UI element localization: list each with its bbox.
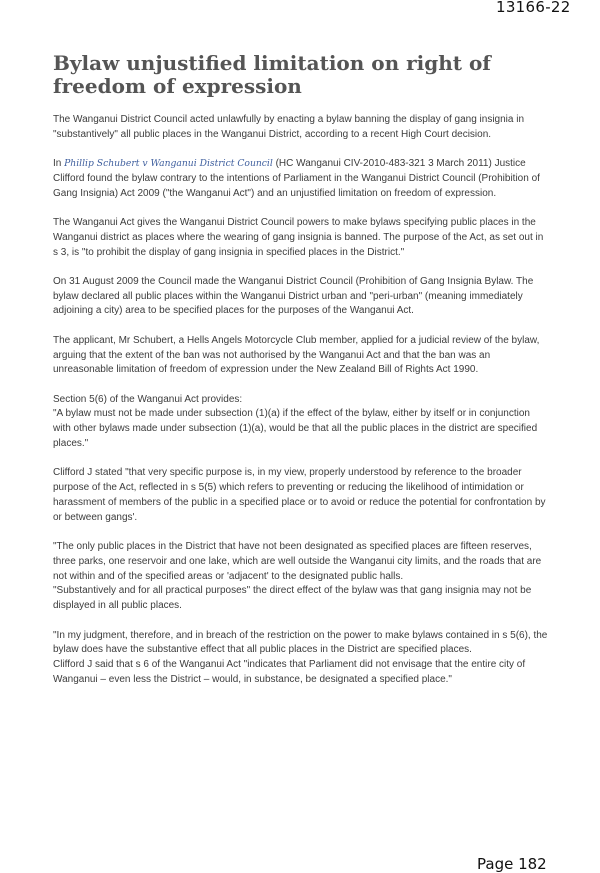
paragraph-parliament-intent: Clifford J said that s 6 of the Wanganui Act "indicates that Parliament did not envisage that the entire city of Wanganui – even less the District – would, in substance, be designated a specified place."	[53, 659, 526, 685]
paragraph-clifford-statement: Clifford J stated "that very specific purpose is, in my view, properly understood by reference to the broader purpose of the Act, reflected in s 5(5) which refers to preventing or reducing the likelihood of intimidation or harassment of members of the public in a specified place or to avoid or reduce the potential for confrontation by or between gangs'.	[53, 467, 546, 523]
article-body	[53, 113, 548, 702]
paragraph-case-rest: (HC Wanganui CIV-2010-483-321 3 March 2011) Justice Clifford found the bylaw contrary to the intentions of Parliament in the Wanganui District Council (Prohibition of Gang Insignia) Act 2009 ("the Wanganui Act") and an unjustified limitation on freedom of expression.	[53, 158, 540, 199]
page-number: Page 182	[477, 855, 547, 873]
case-citation: Phillip Schubert v Wanganui District Council	[64, 158, 273, 170]
paragraph-case	[53, 157, 548, 201]
paragraph-judgment: "In my judgment, therefore, and in breach of the restriction on the power to make bylaws contained in s 5(6), the bylaw does have the substantive effect that all public places in the District are specified places.	[53, 629, 548, 656]
paragraph-intro: The Wanganui District Council acted unlawfully by enacting a bylaw banning the display of gang insignia in "substantively" all public places in the Wanganui District, according to a recent High Court decision.	[53, 114, 525, 140]
paragraph-practical-effect: "Substantively and for all practical purposes" the direct effect of the bylaw was that gang insignia may not be displayed in all public places.	[53, 585, 532, 612]
document-id: 13166-22	[496, 0, 571, 16]
paragraph-case-prefix: In	[53, 158, 65, 170]
paragraph-bylaw: On 31 August 2009 the Council made the Wanganui District Council (Prohibition of Gang Insignia Bylaw. The bylaw declared all public places within the Wanganui District urban and "peri-urban" (meaning immediately adjoining a city) area to be specified places for the purposes of the Wanganui Act.	[53, 275, 534, 317]
paragraph-section-intro: Section 5(6) of the Wanganui Act provides:	[53, 393, 243, 405]
paragraph-section-quote: "A bylaw must not be made under subsection (1)(a) if the effect of the bylaw, either by itself or in conjunction with other bylaws made under subsection (1)(a), would be that all the public places in the district are specified places."	[53, 408, 538, 450]
paragraph-public-places: "The only public places in the District that have not been designated as specified places are fifteen reserves, three parks, one reservoir and one lake, which are well outside the Wanganui city limits, and the roads that are not within and of the specified areas or 'adjacent' to the designated public halls.	[53, 541, 542, 582]
paragraph-applicant: The applicant, Mr Schubert, a Hells Angels Motorcycle Club member, applied for a judicial review of the bylaw, arguing that the extent of the ban was not authorised by the Wanganui Act and that the ban was an unreasonable limitation of freedom of expression under the New Zealand Bill of Rights Act 1990.	[53, 334, 540, 376]
article-title: Bylaw unjustified limitation on right of freedom of expression	[53, 51, 491, 98]
paragraph-act-purpose: The Wanganui Act gives the Wanganui District Council powers to make bylaws specifying public places in the Wanganui district as places where the wearing of gang insignia is banned. The purpose of the Act, as set out in s 3, is "to prohibit the display of gang insignia in specified places in the District."	[53, 216, 544, 258]
